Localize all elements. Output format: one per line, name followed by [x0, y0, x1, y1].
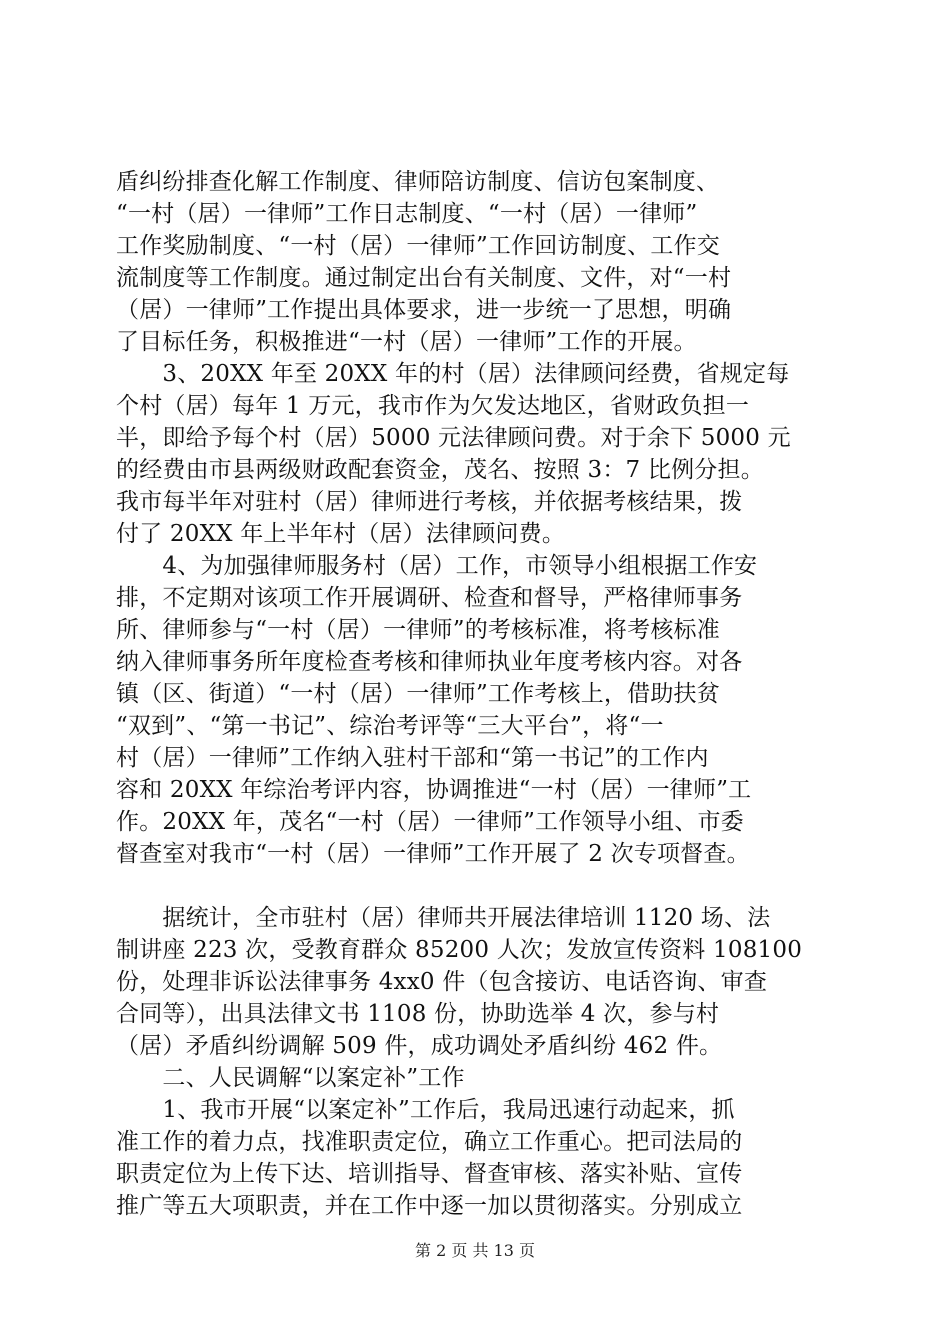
text-line: 合同等），出具法律文书 1108 份，协助选举 4 次，参与村 — [116, 1001, 720, 1027]
text-line: “双到”、“第一书记”、综治考评等“三大平台”，将“一 — [116, 713, 664, 739]
document-body — [116, 166, 836, 1222]
text-line: 我市每半年对驻村（居）律师进行考核，并依据考核结果，拨 — [116, 489, 743, 515]
text-line: 盾纠纷排查化解工作制度、律师陪访制度、信访包案制度、 — [116, 169, 720, 195]
text-line: 所、律师参与“一村（居）一律师”的考核标准，将考核标准 — [116, 617, 720, 643]
text-line: “一村（居）一律师”工作日志制度、“一村（居）一律师” — [116, 201, 698, 227]
text-line: （居）一律师”工作提出具体要求，进一步统一了思想，明确 — [116, 297, 732, 323]
text-line: 职责定位为上传下达、培训指导、督查审核、落实补贴、宣传 — [116, 1161, 743, 1187]
text-line: 准工作的着力点，找准职责定位，确立工作重心。把司法局的 — [116, 1129, 743, 1155]
text-line: 容和 20XX 年综治考评内容，协调推进“一村（居）一律师”工 — [116, 777, 752, 803]
text-line: 纳入律师事务所年度检查考核和律师执业年度考核内容。对各 — [116, 649, 743, 675]
text-line: 督查室对我市“一村（居）一律师”工作开展了 2 次专项督查。 — [116, 841, 750, 867]
paragraph-gap — [116, 870, 836, 902]
text-line: 1、我市开展“以案定补”工作后，我局迅速行动起来，抓 — [116, 1097, 735, 1123]
text-line: 了目标任务，积极推进“一村（居）一律师”工作的开展。 — [116, 329, 697, 355]
text-line: 个村（居）每年 1 万元，我市作为欠发达地区，省财政负担一 — [116, 393, 750, 419]
text-line: 二、人民调解“以案定补”工作 — [116, 1065, 465, 1091]
text-line: 推广等五大项职责，并在工作中逐一加以贯彻落实。分别成立 — [116, 1193, 743, 1219]
text-line: 据统计，全市驻村（居）律师共开展法律培训 1120 场、法 — [116, 905, 771, 931]
text-line: 半，即给予每个村（居）5000 元法律顾问费。对于余下 5000 元 — [116, 425, 791, 451]
text-line: 排，不定期对该项工作开展调研、检查和督导，严格律师事务 — [116, 585, 743, 611]
text-line: 付了 20XX 年上半年村（居）法律顾问费。 — [116, 521, 566, 547]
text-line: 4、为加强律师服务村（居）工作，市领导小组根据工作安 — [116, 553, 758, 579]
page-footer: 第 2 页 共 13 页 — [415, 1241, 535, 1260]
text-line: 制讲座 223 次，受教育群众 85200 人次；发放宣传资料 108100 — [116, 937, 803, 963]
text-line: 村（居）一律师”工作纳入驻村干部和“第一书记”的工作内 — [116, 745, 709, 771]
text-line: 的经费由市县两级财政配套资金，茂名、按照 3：7 比例分担。 — [116, 457, 764, 483]
text-line: 3、20XX 年至 20XX 年的村（居）法律顾问经费，省规定每 — [116, 361, 790, 387]
text-line: 流制度等工作制度。通过制定出台有关制度、文件，对“一村 — [116, 265, 732, 291]
text-line: 份，处理非诉讼法律事务 4xx0 件（包含接访、电话咨询、审查 — [116, 969, 768, 995]
text-line: 工作奖励制度、“一村（居）一律师”工作回访制度、工作交 — [116, 233, 720, 259]
text-line: （居）矛盾纠纷调解 509 件，成功调处矛盾纠纷 462 件。 — [116, 1033, 723, 1059]
text-line: 作。20XX 年，茂名“一村（居）一律师”工作领导小组、市委 — [116, 809, 744, 835]
text-line: 镇（区、街道）“一村（居）一律师”工作考核上，借助扶贫 — [116, 681, 720, 707]
